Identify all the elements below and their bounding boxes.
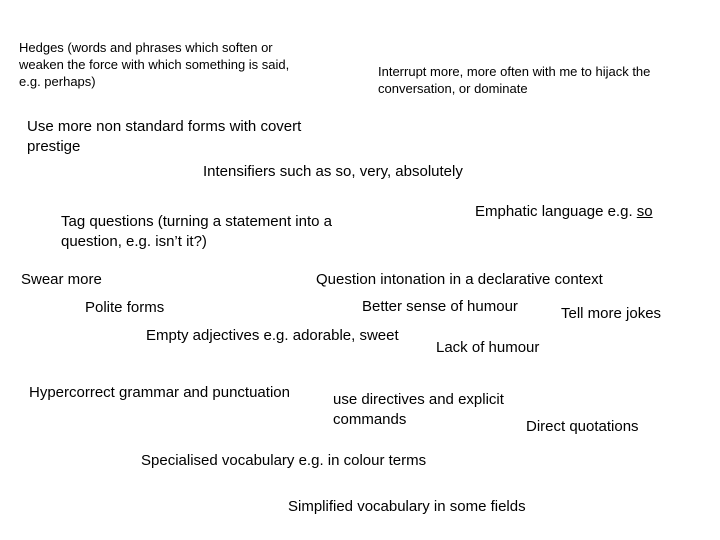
tag-questions-line-2: question, e.g. isn’t it?) bbox=[61, 232, 207, 250]
tag-questions-line-1: Tag questions (turning a statement into a bbox=[61, 213, 332, 230]
empty-adjectives-text: Empty adjectives e.g. adorable, sweet bbox=[146, 327, 399, 344]
nonstandard-covert: covert bbox=[260, 118, 302, 135]
nonstandard-line-2: prestige bbox=[27, 137, 81, 155]
emphatic-example: so bbox=[636, 203, 653, 220]
interrupt-line-1: Interrupt more, more often with me to hijack the bbox=[378, 64, 651, 79]
quotations-text: Direct quotations bbox=[526, 418, 639, 435]
nonstandard-line-1: Use more non standard forms with bbox=[27, 118, 261, 135]
directives-text bbox=[333, 390, 504, 429]
question-intonation-text: Question intonation in a declarative context bbox=[316, 271, 603, 288]
hedges-line-1: Hedges (words and phrases which soften or bbox=[19, 40, 273, 55]
simplified-vocab-text: Simplified vocabulary in some fields bbox=[288, 498, 526, 515]
emphatic-label: Emphatic language e.g. bbox=[475, 203, 637, 220]
tag-questions-text bbox=[61, 212, 332, 251]
interrupt-line-2: conversation, or dominate bbox=[378, 80, 528, 96]
hedges-line-2: weaken the force with which something is said, bbox=[19, 56, 290, 72]
intensifiers-text: Intensifiers such as so, very, absolutely bbox=[203, 163, 463, 180]
humour-text: Better sense of humour bbox=[362, 298, 518, 315]
hedges-line-3: e.g. perhaps) bbox=[19, 73, 96, 89]
hypercorrect-text: Hypercorrect grammar and punctuation bbox=[29, 384, 290, 401]
hedges-text bbox=[19, 40, 289, 91]
polite-forms-text: Polite forms bbox=[85, 299, 165, 316]
emphatic-text bbox=[475, 202, 653, 222]
swear-text: Swear more bbox=[21, 271, 102, 288]
jokes-text: Tell more jokes bbox=[561, 305, 662, 322]
directives-line-2: commands bbox=[333, 410, 407, 428]
lack-humour-text: Lack of humour bbox=[436, 339, 540, 356]
directives-line-1: use directives and explicit bbox=[333, 391, 504, 408]
interrupt-text bbox=[378, 64, 650, 98]
nonstandard-text bbox=[27, 117, 301, 156]
specialised-vocab-text: Specialised vocabulary e.g. in colour terms bbox=[141, 452, 427, 469]
